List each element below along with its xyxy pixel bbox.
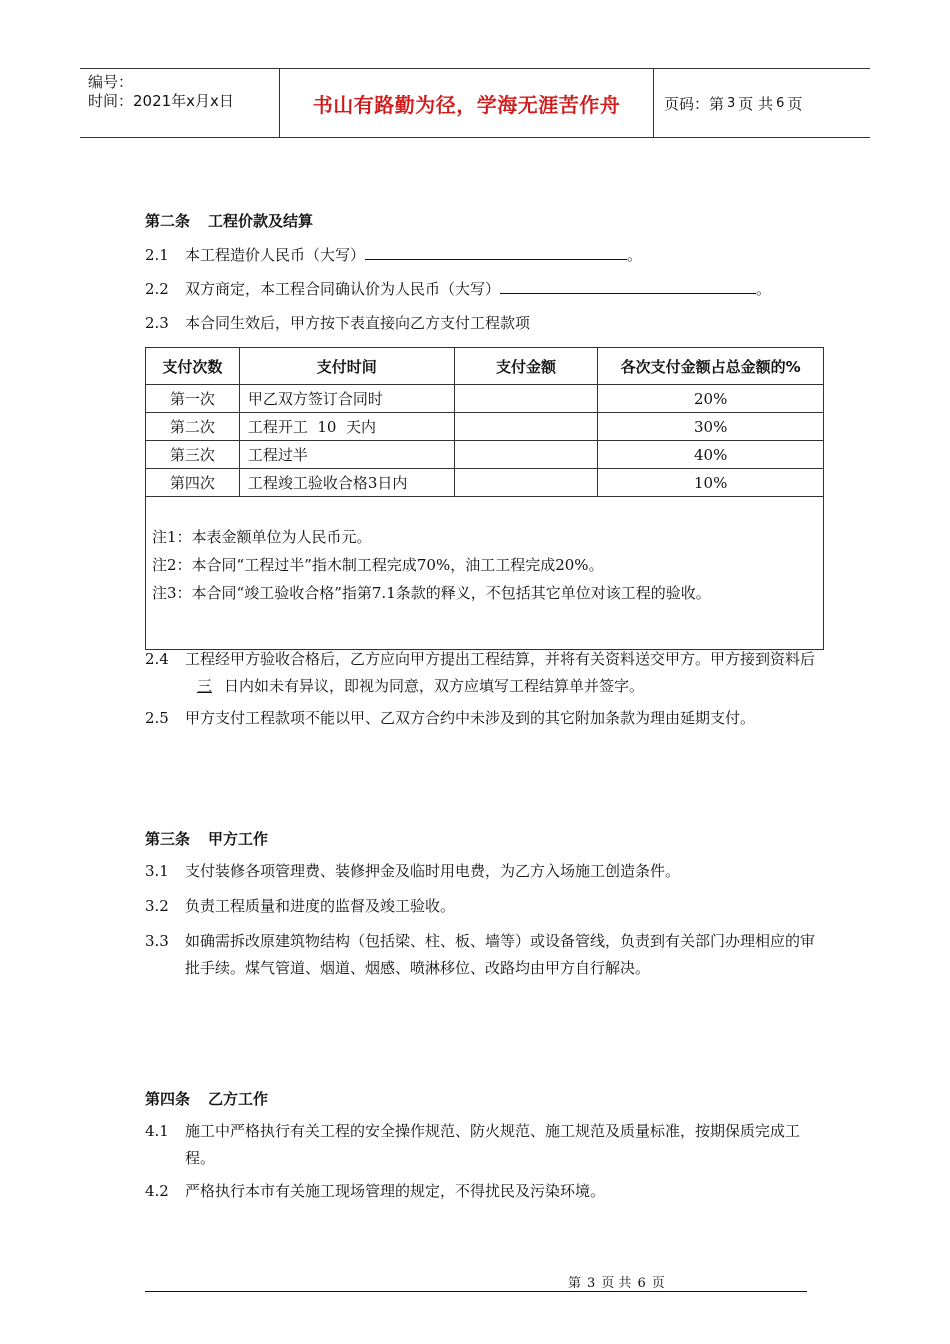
payment-time: 工程开工 10 天内: [239, 413, 454, 441]
amount-blank-field[interactable]: [365, 242, 627, 260]
column-header: 支付次数: [146, 348, 240, 385]
section-3-title: 甲方工作: [208, 830, 269, 848]
clause-text: 本工程造价人民币（大写）: [185, 246, 366, 264]
clause-text: 日内如未有异议，即视为同意，双方应填写工程结算单并签字。: [224, 677, 645, 695]
clause-3-1: [145, 858, 825, 885]
clause-text: 施工中严格执行有关工程的安全操作规范、防火规范、施工规范及质量标准，按期保质完成工程。: [185, 1122, 801, 1167]
table-row: [146, 413, 824, 441]
clause-text: 如确需拆改原建筑物结构（包括梁、柱、板、墙等）或设备管线，负责到有关部门办理相应的审批手续。煤气管道、烟道、烟感、喷淋移位、改路均由甲方自行解决。: [185, 932, 816, 977]
clause-number: 4.2: [145, 1182, 169, 1200]
payment-percent: 40%: [598, 441, 824, 469]
clause-number: 2.2: [145, 280, 169, 298]
section-4-heading: [145, 1088, 268, 1109]
page-prefix: 页码：第: [664, 94, 725, 113]
column-header: 支付金额: [454, 348, 598, 385]
clause-2-1: [145, 242, 825, 269]
footer-total: 6: [637, 1276, 646, 1291]
payment-amount-cell[interactable]: [454, 441, 598, 469]
document-number-label: 编号：: [88, 73, 134, 91]
clause-text: 甲方支付工程款项不能以甲、乙双方合约中未涉及到的其它附加条款为理由延期支付。: [185, 709, 756, 727]
clause-2-2: [145, 276, 825, 303]
payment-time: 甲乙双方签订合同时: [239, 385, 454, 413]
clause-number: 2.5: [145, 709, 169, 727]
table-notes-row: [146, 497, 824, 650]
clause-text: 支付装修各项管理费、装修押金及临时用电费，为乙方入场施工创造条件。: [185, 862, 681, 880]
clause-number: 3.1: [145, 862, 169, 880]
payment-time: 工程过半: [239, 441, 454, 469]
footer-current: 3: [587, 1276, 596, 1291]
clause-text: 双方商定，本工程合同确认价为人民币（大写）: [185, 280, 501, 298]
header-motto: 书山有路勤为径，学海无涯苦作舟: [312, 92, 621, 117]
page-current: 3: [727, 95, 736, 111]
payment-amount-cell[interactable]: [454, 469, 598, 497]
section-3-number: 第三条: [145, 830, 191, 848]
document-date: 时间：2021年x月x日: [88, 92, 234, 110]
clause-text: 工程经甲方验收合格后，乙方应向甲方提出工程结算，并将有关资料送交甲方。甲方接到资料后: [185, 650, 816, 668]
header-motto-cell: [280, 69, 654, 137]
header-meta: [80, 69, 280, 137]
table-header-row: [146, 348, 824, 385]
payment-percent: 30%: [598, 413, 824, 441]
footer-suffix: 页: [651, 1276, 665, 1291]
page-mid: 页 共: [738, 94, 774, 113]
payment-times: 第四次: [146, 469, 240, 497]
column-header: 各次支付金额占总金额的%: [598, 348, 824, 385]
clause-end: 。: [627, 246, 643, 264]
payment-time: 工程竣工验收合格3日内: [239, 469, 454, 497]
table-notes: [146, 497, 824, 650]
footer-prefix: 第: [568, 1276, 582, 1291]
clause-4-1: [145, 1118, 825, 1172]
payment-schedule-table: [145, 347, 824, 650]
clause-text: 负责工程质量和进度的监督及竣工验收。: [185, 897, 456, 915]
clause-text: 本合同生效后，甲方按下表直接向乙方支付工程款项: [185, 314, 531, 332]
footer-mid: 页 共: [601, 1276, 632, 1291]
table-note: 注3：本合同“竣工验收合格”指第7.1条款的释义，不包括其它单位对该工程的验收。: [152, 584, 711, 602]
section-2-heading: [145, 210, 313, 231]
page-total: 6: [776, 95, 785, 111]
payment-times: 第二次: [146, 413, 240, 441]
page-footer: [565, 1272, 668, 1291]
clause-number: 4.1: [145, 1122, 169, 1140]
section-4-title: 乙方工作: [208, 1090, 269, 1108]
clause-number: 3.3: [145, 932, 169, 950]
clause-2-5: [145, 705, 825, 732]
payment-times: 第一次: [146, 385, 240, 413]
clause-end: 。: [756, 280, 772, 298]
days-blank-field[interactable]: 三: [197, 677, 213, 695]
payment-times: 第三次: [146, 441, 240, 469]
table-note: 注2：本合同“工程过半”指木制工程完成70%，油工工程完成20%。: [152, 556, 604, 574]
payment-percent: 20%: [598, 385, 824, 413]
section-2-number: 第二条: [145, 212, 191, 230]
clause-text: 严格执行本市有关施工现场管理的规定，不得扰民及污染环境。: [185, 1182, 606, 1200]
clause-number: 2.1: [145, 246, 169, 264]
clause-3-2: [145, 893, 825, 920]
table-row: [146, 441, 824, 469]
footer-divider: [145, 1291, 807, 1292]
section-2-title: 工程价款及结算: [208, 212, 314, 230]
clause-number: 2.3: [145, 314, 169, 332]
header-page-number: [654, 69, 870, 137]
page-header: [80, 68, 870, 138]
payment-percent: 10%: [598, 469, 824, 497]
payment-amount-cell[interactable]: [454, 385, 598, 413]
clause-2-3: [145, 310, 825, 337]
column-header: 支付时间: [239, 348, 454, 385]
table-row: [146, 385, 824, 413]
clause-3-3: [145, 928, 825, 982]
table-row: [146, 469, 824, 497]
payment-amount-cell[interactable]: [454, 413, 598, 441]
page-suffix: 页: [787, 94, 803, 113]
clause-4-2: [145, 1178, 825, 1205]
section-3-heading: [145, 828, 268, 849]
table-note: 注1：本表金额单位为人民币元。: [152, 528, 372, 546]
confirmed-price-blank-field[interactable]: [500, 276, 756, 294]
section-4-number: 第四条: [145, 1090, 191, 1108]
clause-number: 3.2: [145, 897, 169, 915]
clause-number: 2.4: [145, 650, 169, 668]
clause-2-4: [145, 646, 825, 700]
